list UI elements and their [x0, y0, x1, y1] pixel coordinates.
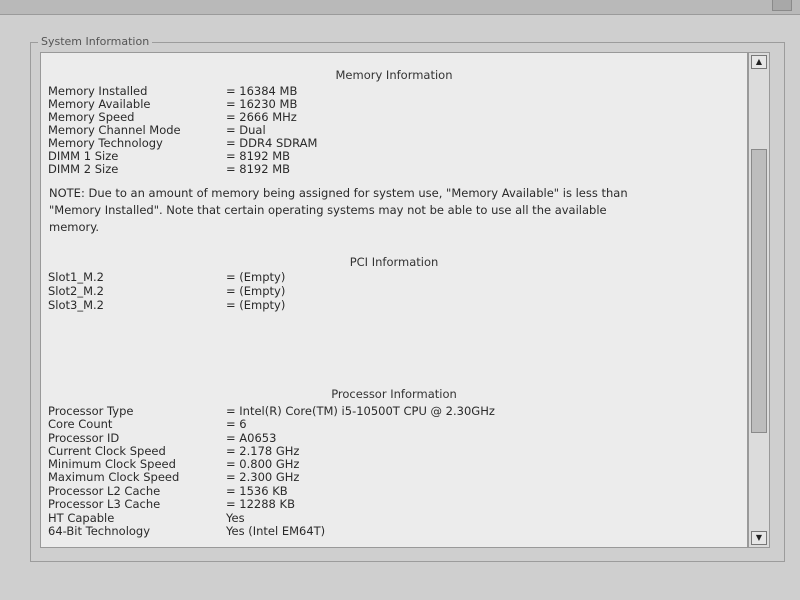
row-label: Slot3_M.2 — [48, 298, 105, 312]
row-label: Core Count — [48, 417, 113, 431]
processor-row — [48, 498, 295, 511]
row-value: = (Empty) — [226, 284, 286, 298]
row-label: DIMM 1 Size — [48, 149, 119, 163]
row-label: Processor L2 Cache — [48, 484, 161, 498]
row-value: = 12288 KB — [226, 497, 295, 511]
scroll-up-button[interactable] — [751, 55, 767, 69]
processor-section-title: Processor Information — [331, 387, 457, 401]
row-label: Slot1_M.2 — [48, 270, 105, 284]
row-label: Maximum Clock Speed — [48, 470, 180, 484]
processor-row — [48, 418, 247, 431]
row-value: = Intel(R) Core(TM) i5-10500T CPU @ 2.30GHz — [226, 404, 495, 418]
arrow-down-icon: ▼ — [755, 533, 763, 542]
row-label: Minimum Clock Speed — [48, 457, 176, 471]
processor-row — [48, 525, 325, 538]
row-value: = (Empty) — [226, 270, 286, 284]
row-value: = 2666 MHz — [226, 110, 297, 124]
row-value: = A0653 — [226, 431, 277, 445]
info-panel — [40, 52, 748, 548]
pci-section-title: PCI Information — [349, 255, 439, 269]
row-label: Current Clock Speed — [48, 444, 166, 458]
row-value: = 8192 MB — [226, 162, 291, 176]
row-label: HT Capable — [48, 511, 115, 525]
row-label: Memory Available — [48, 97, 151, 111]
pci-row — [48, 299, 285, 312]
processor-row — [48, 405, 495, 418]
groupbox-title: System Information — [38, 35, 152, 48]
row-label: Slot2_M.2 — [48, 284, 105, 298]
vertical-scrollbar[interactable] — [748, 52, 770, 548]
row-label: Processor Type — [48, 404, 134, 418]
row-value: = 0.800 GHz — [226, 457, 300, 471]
top-handle — [772, 0, 792, 11]
row-value: = 1536 KB — [226, 484, 288, 498]
row-value: = DDR4 SDRAM — [226, 136, 318, 150]
row-value: Yes (Intel EM64T) — [226, 524, 326, 538]
row-label: 64-Bit Technology — [48, 524, 151, 538]
row-value: = 8192 MB — [226, 149, 291, 163]
scroll-down-button[interactable] — [751, 531, 767, 545]
row-label: Memory Channel Mode — [48, 123, 181, 137]
row-label: Memory Speed — [48, 110, 135, 124]
row-value: = 2.178 GHz — [226, 444, 300, 458]
row-label: Memory Installed — [48, 84, 148, 98]
row-value: = 16384 MB — [226, 84, 298, 98]
processor-row — [48, 471, 299, 484]
arrow-up-icon: ▲ — [755, 57, 763, 66]
memory-row — [48, 163, 290, 176]
pci-row — [48, 271, 285, 284]
memory-note: NOTE: Due to an amount of memory being assigned for system use, "Memory Available" is less than "Memory Installed". Note that certain operating systems may not be able to use all the available memory. — [49, 186, 628, 234]
row-value: = (Empty) — [226, 298, 286, 312]
row-value: = 2.300 GHz — [226, 470, 300, 484]
row-value: = 16230 MB — [226, 97, 298, 111]
top-bar — [0, 0, 800, 15]
row-value: = 6 — [226, 417, 247, 431]
pci-row — [48, 285, 285, 298]
row-value: = Dual — [226, 123, 266, 137]
row-label: Processor ID — [48, 431, 120, 445]
row-label: Processor L3 Cache — [48, 497, 161, 511]
row-value: Yes — [226, 511, 245, 525]
memory-section-title: Memory Information — [335, 68, 453, 82]
row-label: DIMM 2 Size — [48, 162, 119, 176]
row-label: Memory Technology — [48, 136, 163, 150]
scroll-thumb[interactable] — [751, 149, 767, 433]
